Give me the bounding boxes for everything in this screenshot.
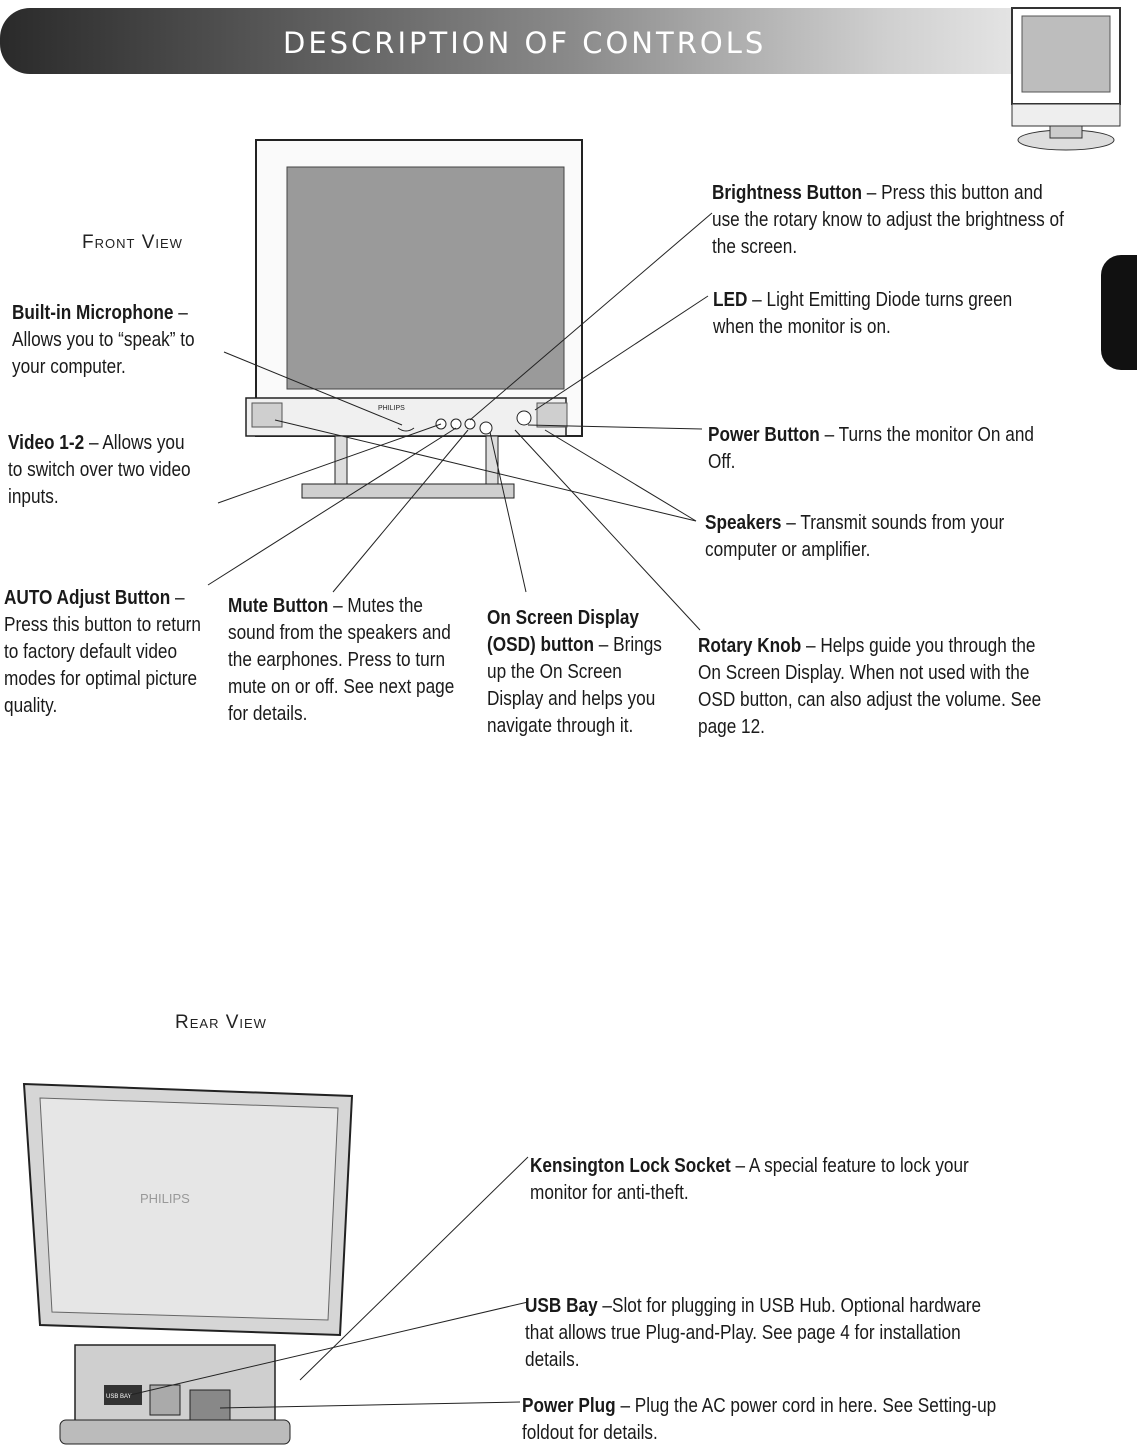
callout-led (713, 287, 1040, 341)
usb-bay-label: USB BAY (106, 1394, 132, 1400)
front-monitor-illustration (246, 140, 582, 498)
callout-brightness-text: – Press this button and use the rotary know to adjust the brightness of the screen. (712, 182, 1064, 258)
side-tab (1101, 255, 1137, 370)
page-title: DESCRIPTION OF CONTROLS (283, 26, 767, 60)
callout-rotary (698, 633, 1059, 741)
header-monitor-icon (1012, 8, 1120, 150)
callout-osd-text: – Brings up the On Screen Display and helps you navigate through it. (487, 634, 662, 737)
callout-power-plug-title: Power Plug (522, 1395, 616, 1417)
callout-osd (487, 605, 681, 740)
callout-rotary-title: Rotary Knob (698, 635, 802, 657)
callout-mute-text: – Mutes the sound from the speakers and the earphones. Press to turn mute on or off. See next page for details. (228, 595, 455, 725)
callout-kensington-text: – A special feature to lock your monitor for anti-theft. (530, 1155, 969, 1204)
callout-usb-bay (525, 1293, 1007, 1374)
callout-power-title: Power Button (708, 424, 820, 446)
callout-video-text: – Allows you to switch over two video inputs. (8, 432, 191, 508)
callout-microphone (12, 300, 210, 381)
callout-brightness-title: Brightness Button (712, 182, 863, 204)
rear-monitor-brand: PHILIPS (140, 1191, 190, 1206)
front-monitor-brand: PHILIPS (378, 405, 405, 412)
callout-led-text: – Light Emitting Diode turns green when the monitor is on. (713, 289, 1013, 338)
callout-speakers-text: – Transmit sounds from your computer or amplifier. (705, 512, 1005, 561)
callout-mute-title: Mute Button (228, 595, 329, 617)
callout-rotary-text: – Helps guide you through the On Screen Display. When not used with the OSD button, can also adjust the volume. See page 12. (698, 635, 1042, 738)
rear-monitor-illustration (24, 1084, 352, 1444)
callout-osd-title: On Screen Display (OSD) button (487, 607, 640, 656)
callout-power (708, 422, 1052, 476)
callout-kensington (530, 1153, 994, 1207)
callout-led-title: LED (713, 289, 748, 311)
callout-auto-adjust-title: AUTO Adjust Button (4, 587, 171, 609)
callout-usb-bay-title: USB Bay (525, 1295, 598, 1317)
callout-power-text: – Turns the monitor On and Off. (708, 424, 1034, 473)
callout-auto-adjust-text: – Press this button to return to factory default video modes for optimal picture quality. (4, 587, 201, 717)
callout-power-plug-text: – Plug the AC power cord in here. See Setting-up foldout for details. (522, 1395, 997, 1444)
callout-video (8, 430, 197, 511)
callout-speakers-title: Speakers (705, 512, 782, 534)
callout-brightness (712, 180, 1073, 261)
callout-auto-adjust (4, 585, 215, 720)
callout-usb-bay-text: –Slot for plugging in USB Hub. Optional hardware that allows true Plug-and-Play. See page 4 for installation details. (525, 1295, 982, 1371)
rear-view-label: Rear View (175, 1012, 267, 1033)
callout-microphone-text: – Allows you to “speak” to your computer. (12, 302, 195, 378)
callout-microphone-title: Built-in Microphone (12, 302, 174, 324)
callout-speakers (705, 510, 1049, 564)
callout-power-plug (522, 1393, 1004, 1447)
callout-kensington-title: Kensington Lock Socket (530, 1155, 731, 1177)
callout-mute (228, 593, 460, 728)
front-view-label: Front View (82, 232, 183, 253)
callout-video-title: Video 1-2 (8, 432, 85, 454)
